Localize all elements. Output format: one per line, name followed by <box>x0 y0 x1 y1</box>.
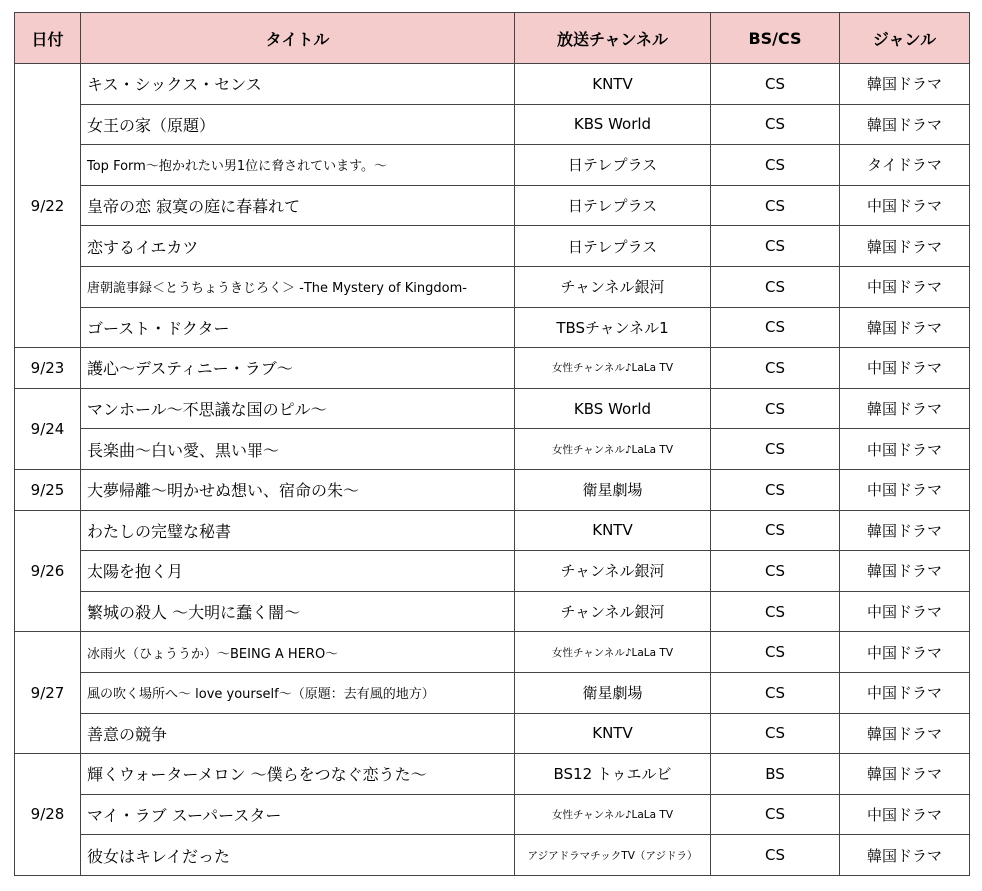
genre-cell: タイドラマ <box>840 145 970 186</box>
date-cell: 9/27 <box>15 632 81 754</box>
title-cell: 太陽を抱く月 <box>81 551 515 592</box>
channel-cell: チャンネル銀河 <box>515 266 711 307</box>
bscs-cell: CS <box>711 104 840 145</box>
bscs-cell: CS <box>711 266 840 307</box>
genre-cell: 中国ドラマ <box>840 672 970 713</box>
table-row <box>15 754 970 795</box>
table-row <box>15 429 970 470</box>
schedule-table-container <box>14 12 970 876</box>
header-row <box>15 13 970 64</box>
genre-cell: 韓国ドラマ <box>840 104 970 145</box>
channel-cell: 日テレプラス <box>515 226 711 267</box>
title-cell: 皇帝の恋 寂寞の庭に春暮れて <box>81 185 515 226</box>
channel-cell: 日テレプラス <box>515 145 711 186</box>
genre-cell: 中国ドラマ <box>840 348 970 389</box>
table-row <box>15 713 970 754</box>
table-row <box>15 226 970 267</box>
genre-cell: 中国ドラマ <box>840 632 970 673</box>
header-date: 日付 <box>15 13 81 64</box>
channel-cell: 女性チャンネル♪LaLa TV <box>515 794 711 835</box>
date-cell: 9/25 <box>15 469 81 510</box>
channel-cell: KNTV <box>515 64 711 105</box>
channel-cell: 女性チャンネル♪LaLa TV <box>515 348 711 389</box>
genre-cell: 韓国ドラマ <box>840 226 970 267</box>
bscs-cell: CS <box>711 591 840 632</box>
table-row <box>15 632 970 673</box>
date-cell: 9/22 <box>15 64 81 348</box>
table-body <box>15 64 970 876</box>
bscs-cell: CS <box>711 672 840 713</box>
date-cell: 9/24 <box>15 388 81 469</box>
channel-cell: チャンネル銀河 <box>515 591 711 632</box>
table-row <box>15 469 970 510</box>
table-row <box>15 551 970 592</box>
table-row <box>15 510 970 551</box>
title-cell: 唐朝詭事録＜とうちょうきじろく＞ -The Mystery of Kingdom- <box>81 266 515 307</box>
table-row <box>15 835 970 876</box>
title-cell: 恋するイエカツ <box>81 226 515 267</box>
title-cell: 冰雨火（ひょううか）～BEING A HERO～ <box>81 632 515 673</box>
title-cell: マンホール～不思議な国のピル～ <box>81 388 515 429</box>
genre-cell: 中国ドラマ <box>840 429 970 470</box>
date-cell: 9/28 <box>15 754 81 876</box>
genre-cell: 中国ドラマ <box>840 266 970 307</box>
bscs-cell: CS <box>711 794 840 835</box>
genre-cell: 韓国ドラマ <box>840 835 970 876</box>
title-cell: わたしの完璧な秘書 <box>81 510 515 551</box>
date-cell: 9/26 <box>15 510 81 632</box>
bscs-cell: CS <box>711 713 840 754</box>
bscs-cell: CS <box>711 551 840 592</box>
title-cell: Top Form～抱かれたい男1位に脅されています。～ <box>81 145 515 186</box>
table-row <box>15 266 970 307</box>
channel-cell: 日テレプラス <box>515 185 711 226</box>
channel-cell: 衛星劇場 <box>515 672 711 713</box>
table-row <box>15 104 970 145</box>
title-cell: 護心～デスティニー・ラブ～ <box>81 348 515 389</box>
channel-cell: TBSチャンネル1 <box>515 307 711 348</box>
date-cell: 9/23 <box>15 348 81 389</box>
table-row <box>15 145 970 186</box>
bscs-cell: CS <box>711 348 840 389</box>
genre-cell: 韓国ドラマ <box>840 754 970 795</box>
title-cell: 女王の家（原題） <box>81 104 515 145</box>
bscs-cell: CS <box>711 632 840 673</box>
title-cell: 彼女はキレイだった <box>81 835 515 876</box>
genre-cell: 韓国ドラマ <box>840 551 970 592</box>
bscs-cell: CS <box>711 835 840 876</box>
bscs-cell: CS <box>711 64 840 105</box>
channel-cell: KNTV <box>515 510 711 551</box>
genre-cell: 韓国ドラマ <box>840 388 970 429</box>
channel-cell: KBS World <box>515 388 711 429</box>
channel-cell: 女性チャンネル♪LaLa TV <box>515 429 711 470</box>
genre-cell: 韓国ドラマ <box>840 307 970 348</box>
genre-cell: 韓国ドラマ <box>840 64 970 105</box>
header-channel: 放送チャンネル <box>515 13 711 64</box>
channel-cell: BS12 トゥエルビ <box>515 754 711 795</box>
channel-cell: アジアドラマチックTV（アジドラ） <box>515 835 711 876</box>
bscs-cell: BS <box>711 754 840 795</box>
bscs-cell: CS <box>711 185 840 226</box>
title-cell: 風の吹く場所へ～ love yourself～（原題：去有風的地方） <box>81 672 515 713</box>
bscs-cell: CS <box>711 429 840 470</box>
table-row <box>15 185 970 226</box>
bscs-cell: CS <box>711 226 840 267</box>
table-row <box>15 388 970 429</box>
title-cell: マイ・ラブ スーパースター <box>81 794 515 835</box>
table-row <box>15 794 970 835</box>
bscs-cell: CS <box>711 307 840 348</box>
title-cell: 長楽曲～白い愛、黒い罪～ <box>81 429 515 470</box>
bscs-cell: CS <box>711 510 840 551</box>
table-header <box>15 13 970 64</box>
header-genre: ジャンル <box>840 13 970 64</box>
channel-cell: 衛星劇場 <box>515 469 711 510</box>
title-cell: 大夢帰離～明かせぬ想い、宿命の朱～ <box>81 469 515 510</box>
bscs-cell: CS <box>711 469 840 510</box>
title-cell: キス・シックス・センス <box>81 64 515 105</box>
channel-cell: KNTV <box>515 713 711 754</box>
genre-cell: 中国ドラマ <box>840 469 970 510</box>
table-row <box>15 307 970 348</box>
title-cell: 善意の競争 <box>81 713 515 754</box>
drama-schedule-table <box>14 12 970 876</box>
title-cell: 輝くウォーターメロン ～僕らをつなぐ恋うた～ <box>81 754 515 795</box>
table-row <box>15 672 970 713</box>
header-title: タイトル <box>81 13 515 64</box>
genre-cell: 中国ドラマ <box>840 794 970 835</box>
bscs-cell: CS <box>711 388 840 429</box>
genre-cell: 中国ドラマ <box>840 591 970 632</box>
header-bscs: BS/CS <box>711 13 840 64</box>
bscs-cell: CS <box>711 145 840 186</box>
genre-cell: 中国ドラマ <box>840 185 970 226</box>
genre-cell: 韓国ドラマ <box>840 713 970 754</box>
channel-cell: 女性チャンネル♪LaLa TV <box>515 632 711 673</box>
table-row <box>15 64 970 105</box>
genre-cell: 韓国ドラマ <box>840 510 970 551</box>
title-cell: ゴースト・ドクター <box>81 307 515 348</box>
table-row <box>15 591 970 632</box>
channel-cell: チャンネル銀河 <box>515 551 711 592</box>
title-cell: 繁城の殺人 ～大明に蠢く闇～ <box>81 591 515 632</box>
table-row <box>15 348 970 389</box>
channel-cell: KBS World <box>515 104 711 145</box>
